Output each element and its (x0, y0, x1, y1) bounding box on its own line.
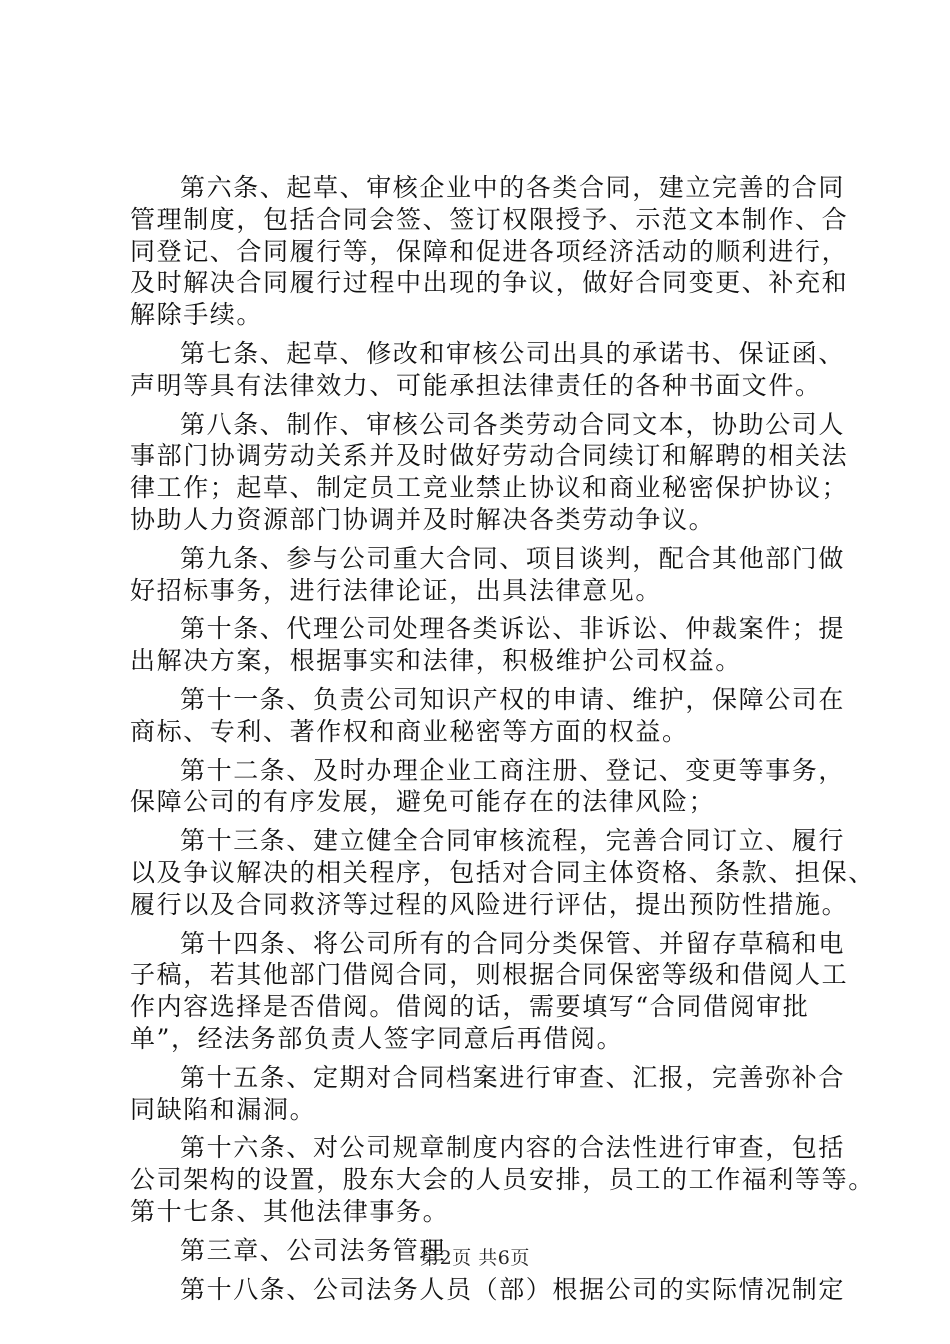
paragraph-line: 作内容选择是否借阅。借阅的话，需要填写“合同借阅审批 (130, 992, 810, 1022)
document-body (130, 172, 875, 1305)
paragraph-line: 同登记、合同履行等，保障和促进各项经济活动的顺利进行， (130, 236, 849, 266)
paragraph-first-line: 第九条、参与公司重大合同、项目谈判，配合其他部门做 (180, 543, 846, 573)
paragraph-first-line: 第十三条、建立健全合同审核流程，完善合同订立、履行 (180, 826, 846, 856)
paragraph-line: 好招标事务，进行法律论证，出具法律意见。 (130, 575, 663, 605)
paragraph-line: 律工作；起草、制定员工竞业禁止协议和商业秘密保护协议； (130, 473, 849, 503)
paragraph-line: 事部门协调劳动关系并及时做好劳动合同续订和解聘的相关法 (130, 441, 849, 471)
paragraph-first-line: 第六条、起草、审核企业中的各类合同，建立完善的合同 (180, 173, 846, 202)
paragraph-first-line: 第十二条、及时办理企业工商注册、登记、变更等事务， (180, 755, 846, 785)
paragraph-first-line: 第十四条、将公司所有的合同分类保管、并留存草稿和电 (180, 928, 846, 958)
paragraph-first-line: 第三章、公司法务管理 (180, 1235, 447, 1265)
paragraph-first-line: 第七条、起草、修改和审核公司出具的承诺书、保证函、 (180, 338, 846, 368)
paragraph-line: 履行以及合同救济等过程的风险进行评估，提出预防性措施。 (130, 889, 849, 919)
paragraph-line: 以及争议解决的相关程序，包括对合同主体资格、条款、担保、 (130, 857, 875, 887)
paragraph-line: 管理制度，包括合同会签、签订权限授予、示范文本制作、合 (130, 204, 849, 234)
paragraph-line: 及时解决合同履行过程中出现的争议，做好合同变更、补充和 (130, 268, 849, 298)
paragraph-first-line: 第十一条、负责公司知识产权的申请、维护，保障公司在 (180, 684, 846, 714)
paragraph-first-line: 第十八条、公司法务人员（部）根据公司的实际情况制定 (180, 1274, 846, 1304)
page-footer: 第2页 共6页 (420, 1247, 530, 1269)
paragraph-line: 单”，经法务部负责人签字同意后再借阅。 (130, 1023, 624, 1053)
paragraph-first-line: 第十条、代理公司处理各类诉讼、非诉讼、仲裁案件；提 (180, 614, 846, 644)
paragraph-line: 出解决方案，根据事实和法律，积极维护公司权益。 (130, 646, 742, 676)
paragraph-first-line: 第十六条、对公司规章制度内容的合法性进行审查，包括 (180, 1133, 846, 1163)
paragraph-line: 公司架构的设置，股东大会的人员安排，员工的工作福利等等。 (130, 1165, 875, 1195)
paragraph-line: 声明等具有法律效力、可能承担法律责任的各种书面文件。 (130, 370, 822, 400)
paragraph-line: 子稿，若其他部门借阅合同，则根据合同保密等级和借阅人工 (130, 960, 849, 990)
paragraph-line: 商标、专利、著作权和商业秘密等方面的权益。 (130, 716, 689, 746)
paragraph-line: 协助人力资源部门协调并及时解决各类劳动争议。 (130, 504, 716, 534)
paragraph-first-line: 第十五条、定期对合同档案进行审查、汇报，完善弥补合 (180, 1062, 846, 1092)
paragraph-line: 保障公司的有序发展，避免可能存在的法律风险； (130, 787, 716, 817)
paragraph-line: 同缺陷和漏洞。 (130, 1094, 317, 1124)
paragraph-line: 第十七条、其他法律事务。 (130, 1196, 450, 1226)
paragraph-line: 解除手续。 (130, 300, 264, 330)
paragraph-first-line: 第八条、制作、审核公司各类劳动合同文本，协助公司人 (180, 409, 846, 439)
